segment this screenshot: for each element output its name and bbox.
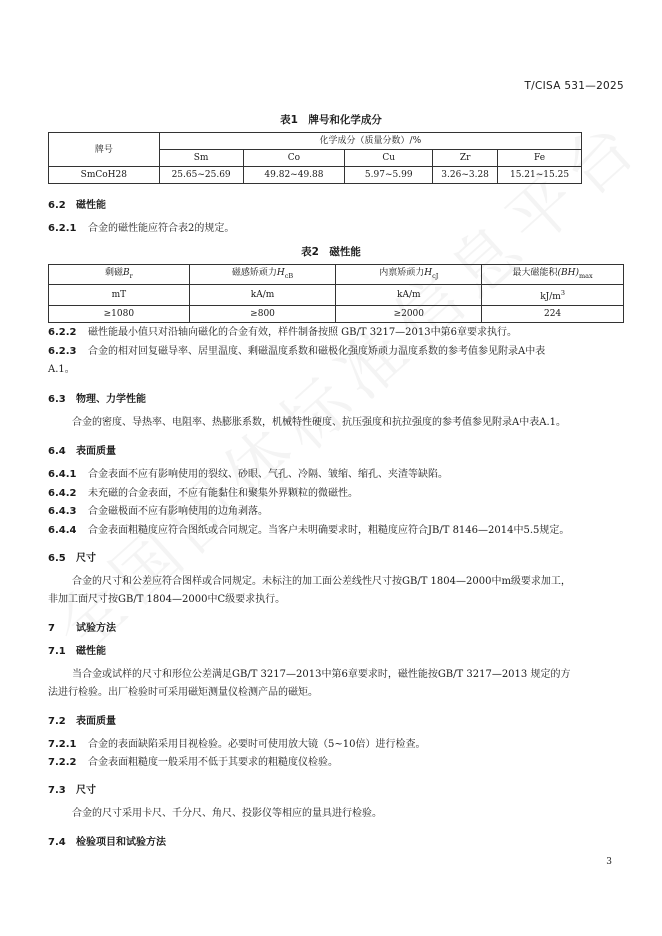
table2-value-cell: 224 (482, 305, 624, 322)
clause-6-4-1 (48, 465, 448, 484)
clause-7-2-1 (48, 735, 425, 754)
section-title: 尺寸 (76, 785, 96, 796)
clause-number: 6.2.3 (48, 346, 77, 357)
table2-header-coercivity-b: 磁感矫顽力$H_{cB}$ (189, 265, 336, 285)
section-number: 7.2 (48, 716, 66, 727)
table2-unit: mT (49, 284, 190, 305)
table1-element: Zr (433, 150, 498, 167)
table1-caption: 表1 牌号和化学成分 (280, 114, 382, 126)
section-number: 6.2 (48, 200, 66, 211)
clause-text: 磁性能最小值只对沿轴向磁化的合金有效，样件制备按照 GB/T 3217—2013中第6章要求执行。 (88, 327, 517, 338)
document-code: T/CISA 531—2025 (524, 80, 624, 92)
clause-text: 合金的表面缺陷采用目视检验。必要时可使用放大镜（5~10倍）进行检查。 (88, 739, 426, 750)
section-6-5-paragraph: 合金的尺寸和公差应符合图样或合同规定。未标注的加工面公差线性尺寸按GB/T 1804—2000中m级要求加工， (72, 576, 571, 587)
clause-number: 6.2.1 (48, 223, 77, 234)
clause-text: 合金的相对回复磁导率、居里温度、剩磁温度系数和磁极化强度矫顽力温度系数的参考值参见附录A中表 (88, 346, 546, 357)
table2-unit: kA/m (336, 284, 482, 305)
page-number: 3 (606, 857, 612, 867)
section-title: 试验方法 (76, 623, 116, 634)
table1-element: Sm (159, 150, 243, 167)
section-6-2-heading (48, 196, 106, 211)
section-number: 7 (48, 623, 55, 634)
table2 (48, 264, 624, 323)
section-number: 6.3 (48, 394, 66, 405)
clause-number: 7.2.2 (48, 757, 77, 768)
clause-6-2-1 (48, 219, 234, 238)
table2-value-cell: ≥800 (189, 305, 336, 322)
table1-element: Cu (345, 150, 433, 167)
section-7-heading (48, 619, 116, 634)
section-title: 尺寸 (76, 553, 96, 564)
section-number: 7.3 (48, 785, 66, 796)
clause-text: 合金的磁性能应符合表2的规定。 (88, 223, 235, 234)
clause-6-2-3-continued: A.1。 (48, 364, 75, 375)
table1-grade-cell: SmCoH28 (49, 167, 160, 184)
section-7-1-heading (48, 642, 106, 657)
table1-value-cell: 15.21~15.25 (498, 167, 582, 184)
clause-number: 6.4.4 (48, 525, 77, 536)
clause-7-2-2 (48, 753, 338, 772)
table2-unit: kA/m (189, 284, 336, 305)
section-title: 表面质量 (76, 446, 116, 457)
section-6-4-heading (48, 442, 116, 457)
section-7-3-heading (48, 781, 96, 796)
clause-number: 6.4.2 (48, 488, 77, 499)
table1-element: Co (243, 150, 345, 167)
table1-value-cell: 49.82~49.88 (243, 167, 345, 184)
table1-value-cell: 25.65~25.69 (159, 167, 243, 184)
section-7-1-paragraph-continued: 法进行检验。出厂检验时可采用磁矩测量仪检测产品的磁矩。 (48, 687, 318, 698)
clause-6-4-4 (48, 521, 569, 540)
section-title: 表面质量 (76, 716, 116, 727)
table2-header-energy-product: 最大磁能积$(BH)_{max}$ (482, 265, 624, 285)
section-6-5-heading (48, 549, 96, 564)
section-6-5-paragraph-continued: 非加工面尺寸按GB/T 1804—2000中C级要求执行。 (48, 594, 286, 605)
section-number: 7.4 (48, 837, 66, 848)
section-title: 磁性能 (76, 646, 106, 657)
table1-header-composition: 化学成分（质量分数）/% (159, 133, 581, 150)
section-number: 6.4 (48, 446, 66, 457)
section-6-3-paragraph: 合金的密度、导热率、电阻率、热膨胀系数，机械特性硬度、抗压强度和抗拉强度的参考值参见附录A中表A.1。 (72, 417, 566, 428)
table-row (49, 167, 582, 184)
clause-6-2-2 (48, 323, 517, 342)
section-title: 检验项目和试验方法 (76, 837, 166, 848)
section-7-1-paragraph: 当合金或试样的尺寸和形位公差满足GB/T 3217—2013中第6章要求时，磁性能按GB/T 3217—2013 规定的方 (72, 669, 571, 680)
section-number: 7.1 (48, 646, 66, 657)
section-title: 物理、力学性能 (76, 394, 146, 405)
clause-number: 6.4.1 (48, 469, 77, 480)
section-title: 磁性能 (76, 200, 106, 211)
table1 (48, 132, 582, 184)
clause-number: 7.2.1 (48, 739, 77, 750)
section-7-4-heading (48, 833, 166, 848)
section-number: 6.5 (48, 553, 66, 564)
table2-unit: $kJ/m^3$ (482, 284, 624, 305)
table2-value-cell: ≥1080 (49, 305, 190, 322)
clause-text: 合金表面不应有影响使用的裂纹、砂眼、气孔、冷隔、皱缩、缩孔、夹渣等缺陷。 (88, 469, 448, 480)
clause-text: 未充磁的合金表面，不应有能黏住和聚集外界颗粒的微磁性。 (88, 488, 358, 499)
section-7-3-paragraph: 合金的尺寸采用卡尺、千分尺、角尺、投影仪等相应的量具进行检验。 (72, 808, 382, 819)
table2-caption: 表2 磁性能 (301, 246, 361, 258)
clause-number: 6.2.2 (48, 327, 77, 338)
clause-number: 6.4.3 (48, 506, 77, 517)
clause-text: 合金表面粗糙度一般采用不低于其要求的粗糙度仪检验。 (88, 757, 338, 768)
clause-text: 合金磁极面不应有影响使用的边角剥落。 (88, 506, 268, 517)
table1-element: Fe (498, 150, 582, 167)
section-7-2-heading (48, 712, 116, 727)
clause-6-2-3 (48, 342, 545, 361)
clause-text: 合金表面粗糙度应符合图纸或合同规定。当客户未明确要求时，粗糙度应符合JB/T 8146—2014中5.5规定。 (88, 525, 570, 536)
clause-6-4-3 (48, 502, 268, 521)
table2-header-remanence: 剩磁$B_r$ (49, 265, 190, 285)
clause-6-4-2 (48, 484, 358, 503)
table1-header-grade: 牌号 (49, 133, 160, 167)
table2-value-cell: ≥2000 (336, 305, 482, 322)
section-6-3-heading (48, 390, 146, 405)
table-row (49, 305, 624, 322)
table1-value-cell: 3.26~3.28 (433, 167, 498, 184)
table1-value-cell: 5.97~5.99 (345, 167, 433, 184)
table2-header-coercivity-j: 内禀矫顽力$H_{cJ}$ (336, 265, 482, 285)
